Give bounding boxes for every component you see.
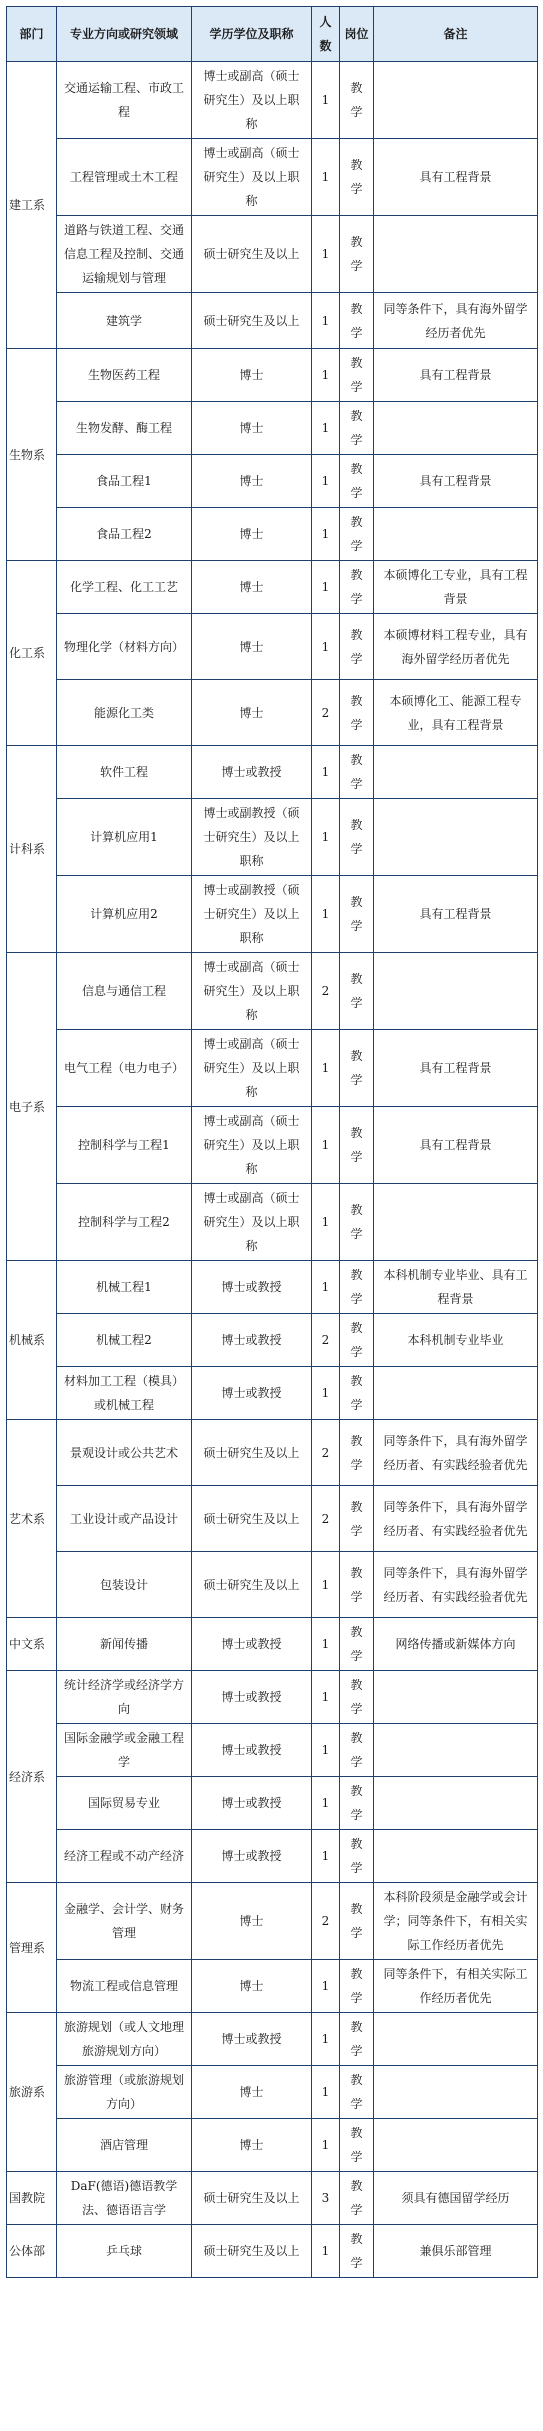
post-cell: 教学 <box>340 402 374 455</box>
table-row <box>7 746 538 799</box>
note-cell: 本硕博化工、能源工程专业，具有工程背景 <box>374 680 538 746</box>
major-cell: 交通运输工程、市政工程 <box>57 62 192 139</box>
degree-cell: 博士或教授 <box>192 1777 312 1830</box>
count-cell: 1 <box>312 1618 340 1671</box>
post-cell: 教学 <box>340 1420 374 1486</box>
major-cell: 旅游管理（或旅游规划方向） <box>57 2066 192 2119</box>
department-cell: 化工系 <box>7 561 57 746</box>
major-cell: 乒乓球 <box>57 2225 192 2278</box>
table-row <box>7 2119 538 2172</box>
header-department: 部门 <box>7 7 57 62</box>
post-cell: 教学 <box>340 293 374 349</box>
count-cell: 1 <box>312 293 340 349</box>
post-cell: 教学 <box>340 1107 374 1184</box>
header-row <box>7 7 538 62</box>
department-cell: 旅游系 <box>7 2013 57 2172</box>
major-cell: 计算机应用2 <box>57 876 192 953</box>
note-cell <box>374 216 538 293</box>
department-cell: 管理系 <box>7 1883 57 2013</box>
count-cell: 1 <box>312 2013 340 2066</box>
degree-cell: 博士或教授 <box>192 1618 312 1671</box>
major-cell: 物理化学（材料方向） <box>57 614 192 680</box>
count-cell: 1 <box>312 216 340 293</box>
department-cell: 公体部 <box>7 2225 57 2278</box>
table-row <box>7 402 538 455</box>
note-cell <box>374 1367 538 1420</box>
note-cell <box>374 746 538 799</box>
post-cell: 教学 <box>340 2119 374 2172</box>
count-cell: 3 <box>312 2172 340 2225</box>
count-cell: 1 <box>312 349 340 402</box>
table-row <box>7 953 538 1030</box>
degree-cell: 博士 <box>192 349 312 402</box>
major-cell: DaF(德语)德语教学法、德语语言学 <box>57 2172 192 2225</box>
degree-cell: 博士 <box>192 1883 312 1960</box>
table-row <box>7 62 538 139</box>
post-cell: 教学 <box>340 799 374 876</box>
table-row <box>7 1107 538 1184</box>
degree-cell: 博士 <box>192 1960 312 2013</box>
degree-cell: 博士或副高（硕士研究生）及以上职称 <box>192 1107 312 1184</box>
recruitment-table-container <box>6 6 537 2278</box>
post-cell: 教学 <box>340 1671 374 1724</box>
table-row <box>7 1314 538 1367</box>
post-cell: 教学 <box>340 746 374 799</box>
table-row <box>7 139 538 216</box>
post-cell: 教学 <box>340 1314 374 1367</box>
major-cell: 道路与铁道工程、交通信息工程及控制、交通运输规划与管理 <box>57 216 192 293</box>
degree-cell: 硕士研究生及以上 <box>192 1552 312 1618</box>
note-cell <box>374 62 538 139</box>
header-note: 备注 <box>374 7 538 62</box>
note-cell: 本硕博化工专业，具有工程背景 <box>374 561 538 614</box>
major-cell: 经济工程或不动产经济 <box>57 1830 192 1883</box>
degree-cell: 博士或教授 <box>192 1724 312 1777</box>
table-row <box>7 2013 538 2066</box>
count-cell: 1 <box>312 508 340 561</box>
post-cell: 教学 <box>340 1883 374 1960</box>
major-cell: 机械工程1 <box>57 1261 192 1314</box>
count-cell: 1 <box>312 2119 340 2172</box>
post-cell: 教学 <box>340 1552 374 1618</box>
note-cell: 具有工程背景 <box>374 455 538 508</box>
count-cell: 1 <box>312 614 340 680</box>
degree-cell: 博士或副高（硕士研究生）及以上职称 <box>192 139 312 216</box>
degree-cell: 硕士研究生及以上 <box>192 1420 312 1486</box>
degree-cell: 博士或教授 <box>192 1830 312 1883</box>
note-cell: 具有工程背景 <box>374 1030 538 1107</box>
note-cell: 具有工程背景 <box>374 876 538 953</box>
table-row <box>7 1261 538 1314</box>
count-cell: 1 <box>312 1030 340 1107</box>
note-cell: 同等条件下，有相关实际工作经历者优先 <box>374 1960 538 2013</box>
major-cell: 物流工程或信息管理 <box>57 1960 192 2013</box>
note-cell <box>374 402 538 455</box>
count-cell: 1 <box>312 1960 340 2013</box>
post-cell: 教学 <box>340 349 374 402</box>
table-row <box>7 1618 538 1671</box>
table-row <box>7 1883 538 1960</box>
note-cell <box>374 953 538 1030</box>
major-cell: 生物医药工程 <box>57 349 192 402</box>
count-cell: 1 <box>312 1671 340 1724</box>
count-cell: 1 <box>312 799 340 876</box>
note-cell: 本硕博材料工程专业，具有海外留学经历者优先 <box>374 614 538 680</box>
note-cell <box>374 2013 538 2066</box>
department-cell: 建工系 <box>7 62 57 349</box>
count-cell: 1 <box>312 139 340 216</box>
degree-cell: 博士或教授 <box>192 1314 312 1367</box>
note-cell <box>374 1830 538 1883</box>
count-cell: 2 <box>312 1883 340 1960</box>
post-cell: 教学 <box>340 216 374 293</box>
post-cell: 教学 <box>340 1724 374 1777</box>
major-cell: 生物发酵、酶工程 <box>57 402 192 455</box>
major-cell: 食品工程1 <box>57 455 192 508</box>
degree-cell: 博士 <box>192 402 312 455</box>
note-cell <box>374 799 538 876</box>
post-cell: 教学 <box>340 1367 374 1420</box>
degree-cell: 硕士研究生及以上 <box>192 2225 312 2278</box>
degree-cell: 博士或副高（硕士研究生）及以上职称 <box>192 1184 312 1261</box>
count-cell: 2 <box>312 680 340 746</box>
table-header <box>7 7 538 62</box>
note-cell: 同等条件下，具有海外留学经历者、有实践经验者优先 <box>374 1486 538 1552</box>
post-cell: 教学 <box>340 2013 374 2066</box>
table-row <box>7 1420 538 1486</box>
table-row <box>7 2066 538 2119</box>
table-row <box>7 349 538 402</box>
department-cell: 中文系 <box>7 1618 57 1671</box>
degree-cell: 博士或副教授（硕士研究生）及以上职称 <box>192 799 312 876</box>
table-row <box>7 1184 538 1261</box>
table-row <box>7 1030 538 1107</box>
table-row <box>7 1960 538 2013</box>
major-cell: 国际贸易专业 <box>57 1777 192 1830</box>
major-cell: 机械工程2 <box>57 1314 192 1367</box>
degree-cell: 博士 <box>192 2119 312 2172</box>
degree-cell: 博士 <box>192 680 312 746</box>
major-cell: 材料加工工程（模具）或机械工程 <box>57 1367 192 1420</box>
note-cell: 须具有德国留学经历 <box>374 2172 538 2225</box>
post-cell: 教学 <box>340 680 374 746</box>
note-cell <box>374 1671 538 1724</box>
post-cell: 教学 <box>340 1030 374 1107</box>
count-cell: 1 <box>312 746 340 799</box>
table-row <box>7 1724 538 1777</box>
count-cell: 1 <box>312 1261 340 1314</box>
note-cell: 同等条件下，具有海外留学经历者优先 <box>374 293 538 349</box>
post-cell: 教学 <box>340 2225 374 2278</box>
department-cell: 机械系 <box>7 1261 57 1420</box>
major-cell: 能源化工类 <box>57 680 192 746</box>
table-row <box>7 614 538 680</box>
table-row <box>7 561 538 614</box>
degree-cell: 博士 <box>192 2066 312 2119</box>
count-cell: 1 <box>312 2225 340 2278</box>
department-cell: 国教院 <box>7 2172 57 2225</box>
department-cell: 电子系 <box>7 953 57 1261</box>
major-cell: 景观设计或公共艺术 <box>57 1420 192 1486</box>
note-cell <box>374 2119 538 2172</box>
table-row <box>7 2225 538 2278</box>
note-cell: 本科阶段须是金融学或会计学；同等条件下，有相关实际工作经历者优先 <box>374 1883 538 1960</box>
header-count: 人数 <box>312 7 340 62</box>
major-cell: 国际金融学或金融工程学 <box>57 1724 192 1777</box>
header-major: 专业方向或研究领域 <box>57 7 192 62</box>
degree-cell: 博士或教授 <box>192 1367 312 1420</box>
count-cell: 1 <box>312 402 340 455</box>
degree-cell: 硕士研究生及以上 <box>192 216 312 293</box>
post-cell: 教学 <box>340 1960 374 2013</box>
degree-cell: 硕士研究生及以上 <box>192 293 312 349</box>
note-cell <box>374 1184 538 1261</box>
note-cell: 具有工程背景 <box>374 349 538 402</box>
note-cell <box>374 1777 538 1830</box>
count-cell: 1 <box>312 561 340 614</box>
table-row <box>7 680 538 746</box>
header-post: 岗位 <box>340 7 374 62</box>
degree-cell: 博士或副高（硕士研究生）及以上职称 <box>192 62 312 139</box>
major-cell: 食品工程2 <box>57 508 192 561</box>
post-cell: 教学 <box>340 1777 374 1830</box>
department-cell: 计科系 <box>7 746 57 953</box>
degree-cell: 博士 <box>192 455 312 508</box>
table-row <box>7 799 538 876</box>
major-cell: 统计经济学或经济学方向 <box>57 1671 192 1724</box>
table-row <box>7 1486 538 1552</box>
post-cell: 教学 <box>340 62 374 139</box>
count-cell: 1 <box>312 455 340 508</box>
post-cell: 教学 <box>340 1830 374 1883</box>
post-cell: 教学 <box>340 139 374 216</box>
major-cell: 酒店管理 <box>57 2119 192 2172</box>
count-cell: 1 <box>312 62 340 139</box>
table-row <box>7 1777 538 1830</box>
major-cell: 计算机应用1 <box>57 799 192 876</box>
table-row <box>7 1367 538 1420</box>
post-cell: 教学 <box>340 1618 374 1671</box>
note-cell <box>374 1724 538 1777</box>
note-cell: 具有工程背景 <box>374 1107 538 1184</box>
post-cell: 教学 <box>340 508 374 561</box>
post-cell: 教学 <box>340 614 374 680</box>
major-cell: 软件工程 <box>57 746 192 799</box>
table-row <box>7 508 538 561</box>
count-cell: 1 <box>312 1830 340 1883</box>
degree-cell: 博士或教授 <box>192 746 312 799</box>
recruitment-table <box>6 6 538 2278</box>
count-cell: 1 <box>312 1724 340 1777</box>
table-row <box>7 293 538 349</box>
post-cell: 教学 <box>340 455 374 508</box>
degree-cell: 硕士研究生及以上 <box>192 1486 312 1552</box>
count-cell: 1 <box>312 1107 340 1184</box>
degree-cell: 博士或副高（硕士研究生）及以上职称 <box>192 953 312 1030</box>
major-cell: 控制科学与工程2 <box>57 1184 192 1261</box>
degree-cell: 博士或副教授（硕士研究生）及以上职称 <box>192 876 312 953</box>
table-row <box>7 455 538 508</box>
table-row <box>7 1830 538 1883</box>
table-row <box>7 216 538 293</box>
post-cell: 教学 <box>340 2066 374 2119</box>
header-degree: 学历学位及职称 <box>192 7 312 62</box>
note-cell: 同等条件下，具有海外留学经历者、有实践经验者优先 <box>374 1420 538 1486</box>
note-cell <box>374 508 538 561</box>
count-cell: 2 <box>312 1314 340 1367</box>
post-cell: 教学 <box>340 1261 374 1314</box>
major-cell: 电气工程（电力电子） <box>57 1030 192 1107</box>
note-cell: 兼俱乐部管理 <box>374 2225 538 2278</box>
department-cell: 经济系 <box>7 1671 57 1883</box>
major-cell: 化学工程、化工工艺 <box>57 561 192 614</box>
count-cell: 1 <box>312 1552 340 1618</box>
note-cell: 具有工程背景 <box>374 139 538 216</box>
post-cell: 教学 <box>340 1486 374 1552</box>
major-cell: 控制科学与工程1 <box>57 1107 192 1184</box>
degree-cell: 博士或教授 <box>192 1671 312 1724</box>
degree-cell: 博士或教授 <box>192 2013 312 2066</box>
note-cell: 同等条件下，具有海外留学经历者、有实践经验者优先 <box>374 1552 538 1618</box>
degree-cell: 博士 <box>192 614 312 680</box>
department-cell: 艺术系 <box>7 1420 57 1618</box>
count-cell: 1 <box>312 1367 340 1420</box>
count-cell: 1 <box>312 876 340 953</box>
department-cell: 生物系 <box>7 349 57 561</box>
major-cell: 金融学、会计学、财务管理 <box>57 1883 192 1960</box>
table-row <box>7 1671 538 1724</box>
major-cell: 工业设计或产品设计 <box>57 1486 192 1552</box>
post-cell: 教学 <box>340 876 374 953</box>
table-body <box>7 62 538 2278</box>
post-cell: 教学 <box>340 953 374 1030</box>
degree-cell: 博士 <box>192 508 312 561</box>
degree-cell: 硕士研究生及以上 <box>192 2172 312 2225</box>
major-cell: 包装设计 <box>57 1552 192 1618</box>
major-cell: 新闻传播 <box>57 1618 192 1671</box>
count-cell: 2 <box>312 1420 340 1486</box>
table-row <box>7 876 538 953</box>
post-cell: 教学 <box>340 1184 374 1261</box>
note-cell: 本科机制专业毕业 <box>374 1314 538 1367</box>
table-row <box>7 1552 538 1618</box>
table-row <box>7 2172 538 2225</box>
post-cell: 教学 <box>340 2172 374 2225</box>
count-cell: 1 <box>312 2066 340 2119</box>
degree-cell: 博士或教授 <box>192 1261 312 1314</box>
count-cell: 1 <box>312 1184 340 1261</box>
count-cell: 1 <box>312 1777 340 1830</box>
major-cell: 建筑学 <box>57 293 192 349</box>
note-cell: 本科机制专业毕业、具有工程背景 <box>374 1261 538 1314</box>
major-cell: 旅游规划（或人文地理旅游规划方向） <box>57 2013 192 2066</box>
degree-cell: 博士 <box>192 561 312 614</box>
major-cell: 工程管理或土木工程 <box>57 139 192 216</box>
major-cell: 信息与通信工程 <box>57 953 192 1030</box>
post-cell: 教学 <box>340 561 374 614</box>
count-cell: 2 <box>312 1486 340 1552</box>
count-cell: 2 <box>312 953 340 1030</box>
note-cell <box>374 2066 538 2119</box>
note-cell: 网络传播或新媒体方向 <box>374 1618 538 1671</box>
degree-cell: 博士或副高（硕士研究生）及以上职称 <box>192 1030 312 1107</box>
